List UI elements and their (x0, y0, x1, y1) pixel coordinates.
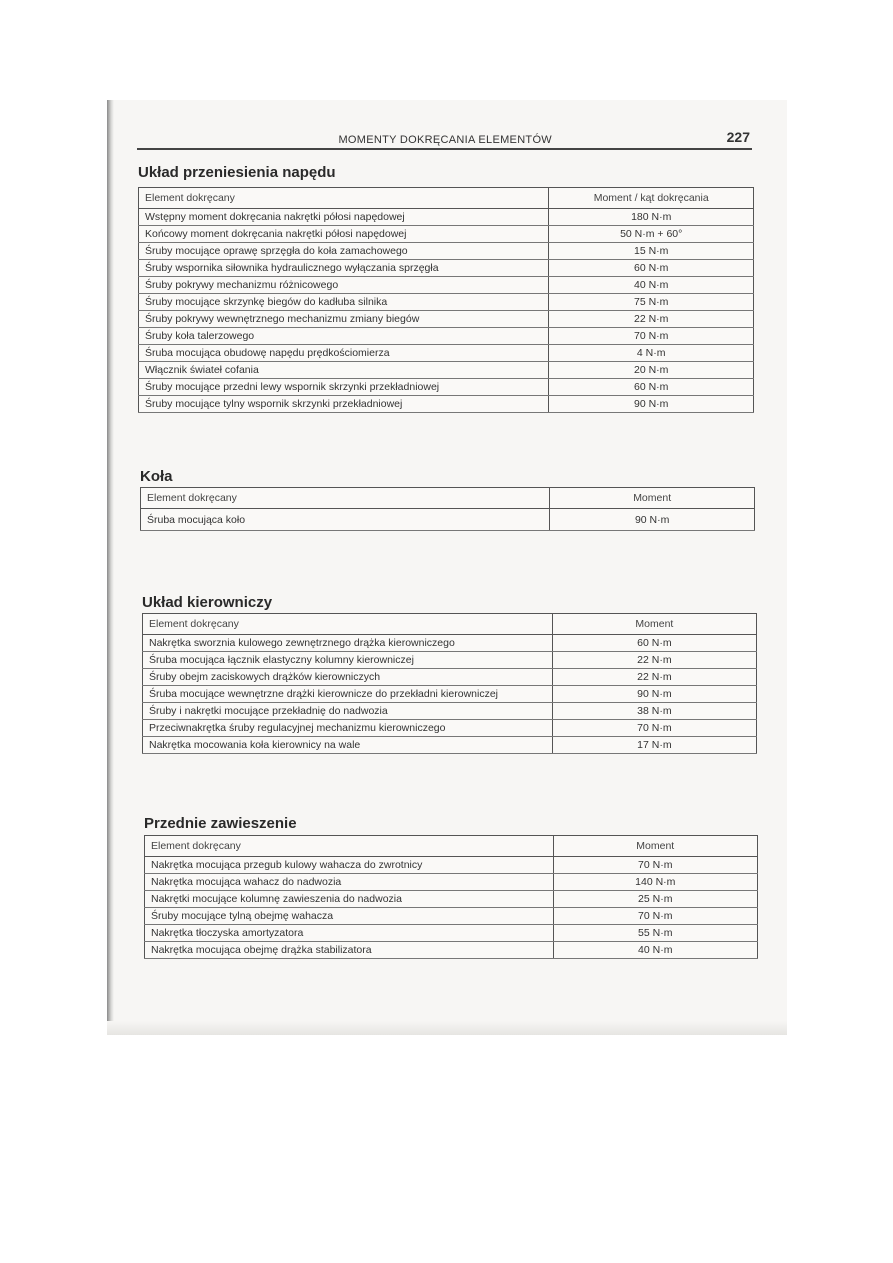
torque-cell: 180 N·m (549, 209, 754, 226)
table-row (145, 908, 758, 925)
table-header-row (143, 614, 757, 635)
running-header-title: MOMENTY DOKRĘCANIA ELEMENTÓW (338, 134, 552, 146)
section-title-wheels: Koła (140, 468, 173, 485)
element-cell: Nakrętka mocująca przegub kulowy wahacza do zwrotnicy (145, 857, 554, 874)
torque-cell: 75 N·m (549, 294, 754, 311)
running-header (137, 130, 752, 150)
page-number: 227 (726, 129, 750, 145)
element-cell: Śruba mocujące wewnętrzne drążki kierownicze do przekładni kierowniczej (143, 686, 553, 703)
torque-cell: 38 N·m (552, 703, 756, 720)
table-row (139, 209, 754, 226)
table-row (139, 362, 754, 379)
table-row (145, 857, 758, 874)
element-cell: Włącznik świateł cofania (139, 362, 549, 379)
torque-cell: 70 N·m (553, 857, 757, 874)
element-cell: Końcowy moment dokręcania nakrętki półosi napędowej (139, 226, 549, 243)
torque-cell: 70 N·m (553, 908, 757, 925)
table-row (139, 311, 754, 328)
torque-cell: 4 N·m (549, 345, 754, 362)
element-cell: Śruba mocująca koło (141, 509, 550, 531)
torque-cell: 70 N·m (549, 328, 754, 345)
table-row (143, 686, 757, 703)
torque-table-drivetrain (138, 187, 754, 413)
section-title-drivetrain: Układ przeniesienia napędu (138, 164, 336, 181)
torque-cell: 25 N·m (553, 891, 757, 908)
torque-cell: 20 N·m (549, 362, 754, 379)
column-header-torque: Moment (552, 614, 756, 635)
element-cell: Śruby wspornika siłownika hydraulicznego wyłączania sprzęgła (139, 260, 549, 277)
table-header-row (145, 836, 758, 857)
column-header-element: Element dokręcany (145, 836, 554, 857)
table-row (143, 635, 757, 652)
torque-cell: 60 N·m (549, 260, 754, 277)
table-row (139, 396, 754, 413)
table-row (145, 891, 758, 908)
torque-cell: 70 N·m (552, 720, 756, 737)
element-cell: Śruby i nakrętki mocujące przekładnię do nadwozia (143, 703, 553, 720)
table-row (143, 737, 757, 754)
table-row (145, 925, 758, 942)
table-row (145, 874, 758, 891)
page-bottom-shadow (107, 1021, 787, 1035)
torque-cell: 60 N·m (552, 635, 756, 652)
element-cell: Śruby obejm zaciskowych drążków kierowniczych (143, 669, 553, 686)
element-cell: Śruby mocujące tylną obejmę wahacza (145, 908, 554, 925)
column-header-torque: Moment / kąt dokręcania (549, 188, 754, 209)
torque-cell: 15 N·m (549, 243, 754, 260)
column-header-element: Element dokręcany (139, 188, 549, 209)
element-cell: Nakrętka mocowania koła kierownicy na wale (143, 737, 553, 754)
table-row (143, 652, 757, 669)
element-cell: Nakrętka sworznia kulowego zewnętrznego drążka kierowniczego (143, 635, 553, 652)
element-cell: Śruby pokrywy mechanizmu różnicowego (139, 277, 549, 294)
torque-cell: 22 N·m (552, 652, 756, 669)
column-header-element: Element dokręcany (143, 614, 553, 635)
table-row (139, 277, 754, 294)
table-row (139, 379, 754, 396)
table-row (139, 226, 754, 243)
torque-cell: 40 N·m (553, 942, 757, 959)
column-header-torque: Moment (553, 836, 757, 857)
column-header-element: Element dokręcany (141, 488, 550, 509)
table-row (141, 509, 755, 531)
torque-table-front-suspension (144, 835, 758, 959)
element-cell: Nakrętka mocująca obejmę drążka stabilizatora (145, 942, 554, 959)
table-row (139, 345, 754, 362)
table-row (139, 294, 754, 311)
table-header-row (139, 188, 754, 209)
element-cell: Nakrętki mocujące kolumnę zawieszenia do nadwozia (145, 891, 554, 908)
element-cell: Nakrętka tłoczyska amortyzatora (145, 925, 554, 942)
section-title-front-suspension: Przednie zawieszenie (144, 815, 297, 832)
torque-cell: 60 N·m (549, 379, 754, 396)
torque-cell: 90 N·m (550, 509, 755, 531)
table-row (143, 669, 757, 686)
torque-cell: 17 N·m (552, 737, 756, 754)
table-row (143, 703, 757, 720)
torque-table-wheels (140, 487, 755, 531)
element-cell: Śruby koła talerzowego (139, 328, 549, 345)
element-cell: Nakrętka mocująca wahacz do nadwozia (145, 874, 554, 891)
table-header-row (141, 488, 755, 509)
element-cell: Śruba mocująca obudowę napędu prędkościomierza (139, 345, 549, 362)
torque-table-steering (142, 613, 757, 754)
torque-cell: 40 N·m (549, 277, 754, 294)
scanned-page (107, 100, 787, 1035)
element-cell: Śruby mocujące skrzynkę biegów do kadłuba silnika (139, 294, 549, 311)
element-cell: Śruba mocująca łącznik elastyczny kolumny kierowniczej (143, 652, 553, 669)
element-cell: Śruby pokrywy wewnętrznego mechanizmu zmiany biegów (139, 311, 549, 328)
torque-cell: 90 N·m (549, 396, 754, 413)
torque-cell: 90 N·m (552, 686, 756, 703)
table-row (139, 328, 754, 345)
table-row (139, 243, 754, 260)
element-cell: Przeciwnakrętka śruby regulacyjnej mechanizmu kierowniczego (143, 720, 553, 737)
element-cell: Śruby mocujące oprawę sprzęgła do koła zamachowego (139, 243, 549, 260)
torque-cell: 140 N·m (553, 874, 757, 891)
torque-cell: 50 N·m + 60° (549, 226, 754, 243)
torque-cell: 55 N·m (553, 925, 757, 942)
torque-cell: 22 N·m (552, 669, 756, 686)
element-cell: Śruby mocujące tylny wspornik skrzynki przekładniowej (139, 396, 549, 413)
section-title-steering: Układ kierowniczy (142, 594, 273, 611)
table-row (145, 942, 758, 959)
torque-cell: 22 N·m (549, 311, 754, 328)
table-row (139, 260, 754, 277)
element-cell: Wstępny moment dokręcania nakrętki półosi napędowej (139, 209, 549, 226)
element-cell: Śruby mocujące przedni lewy wspornik skrzynki przekładniowej (139, 379, 549, 396)
table-row (143, 720, 757, 737)
binding-shadow (107, 100, 114, 1035)
column-header-torque: Moment (550, 488, 755, 509)
